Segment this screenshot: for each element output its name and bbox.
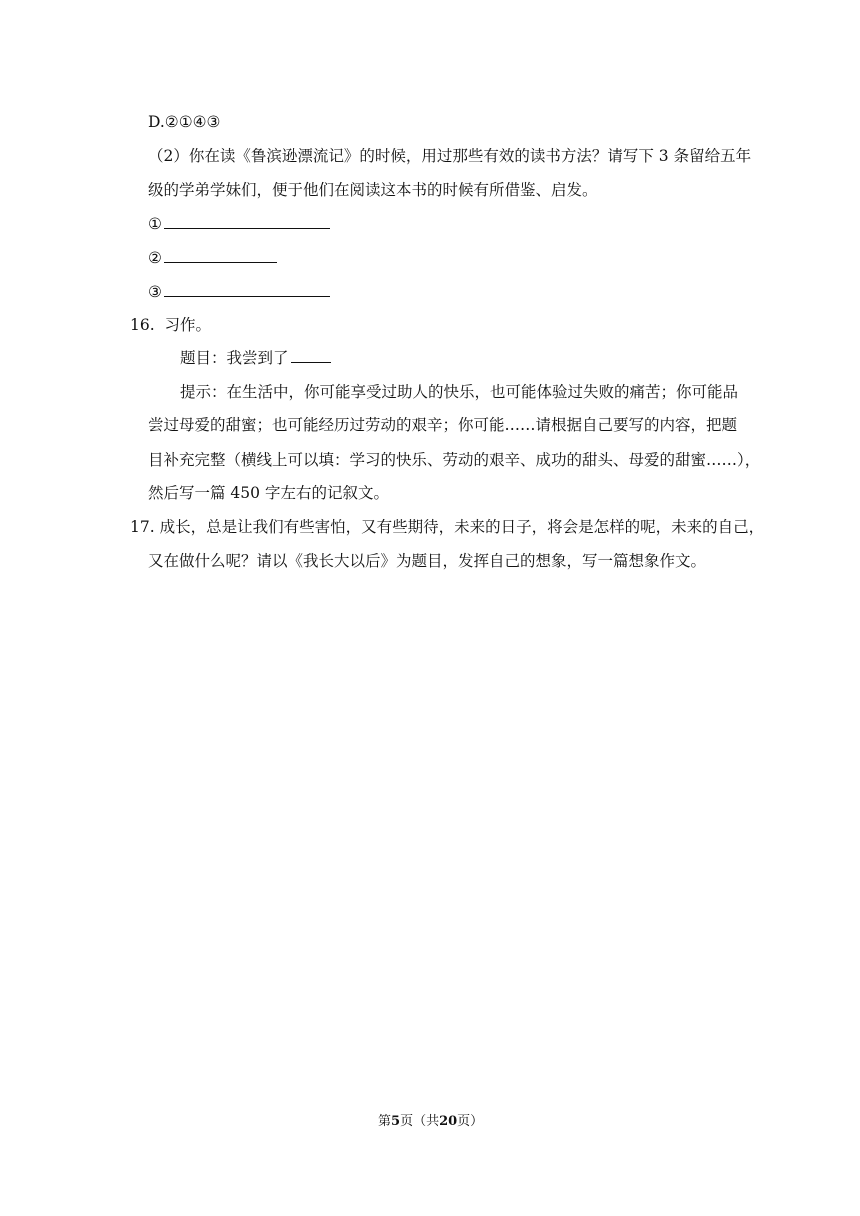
footer-page-number: 5 — [391, 1114, 401, 1129]
footer-suffix: 页） — [457, 1114, 484, 1129]
q16-title-blank — [291, 348, 331, 363]
q15-sub2-line1: （2）你在读《鲁滨逊漂流记》的时候，用过那些有效的读书方法？请写下 3 条留给五年 — [148, 147, 752, 165]
q16-hint-line4: 然后写一篇 450 字左右的记叙文。 — [148, 484, 389, 502]
q17-line1 — [130, 516, 764, 538]
footer-prefix: 第 — [378, 1114, 392, 1129]
footer-middle: 页（共 — [400, 1114, 440, 1129]
answer-blank-1 — [164, 214, 330, 229]
q17-number: 17. — [130, 518, 155, 536]
q16-heading-text: 习作。 — [164, 316, 212, 334]
answer-blank-2 — [164, 248, 277, 263]
answer-blank-3 — [164, 282, 330, 297]
q17-line2: 又在做什么呢？请以《我长大以后》为题目，发挥自己的想象，写一篇想象作文。 — [148, 552, 707, 570]
q17-text-1: 成长，总是让我们有些害怕，又有些期待，未来的日子，将会是怎样的呢，未来的自己， — [159, 518, 765, 536]
q16-hint-line1: 提示：在生活中，你可能享受过助人的快乐，也可能体验过失败的痛苦；你可能品 — [180, 383, 739, 401]
q15-answer-1 — [148, 213, 330, 235]
q15-option-d: D.②①④③ — [148, 113, 221, 131]
answer-marker-3: ③ — [148, 283, 162, 301]
q15-answer-2 — [148, 247, 277, 269]
q16-heading — [130, 314, 211, 336]
q16-hint-line3: 目补充完整（横线上可以填：学习的快乐、劳动的艰辛、成功的甜头、母爱的甜蜜……）， — [148, 451, 761, 469]
footer-total-pages: 20 — [439, 1114, 458, 1129]
answer-marker-1: ① — [148, 215, 162, 233]
q16-title-label: 题目：我尝到了 — [180, 349, 289, 367]
q16-hint-line2: 尝过母爱的甜蜜；也可能经历过劳动的艰辛；你可能……请根据自己要写的内容，把题 — [148, 416, 738, 434]
q15-answer-3 — [148, 281, 330, 303]
answer-marker-2: ② — [148, 249, 162, 267]
q15-sub2-line2: 级的学弟学妹们，便于他们在阅读这本书的时候有所借鉴、启发。 — [148, 181, 598, 199]
q16-number: 16. — [130, 316, 155, 334]
page-footer — [378, 1111, 483, 1133]
q16-title — [180, 347, 331, 369]
